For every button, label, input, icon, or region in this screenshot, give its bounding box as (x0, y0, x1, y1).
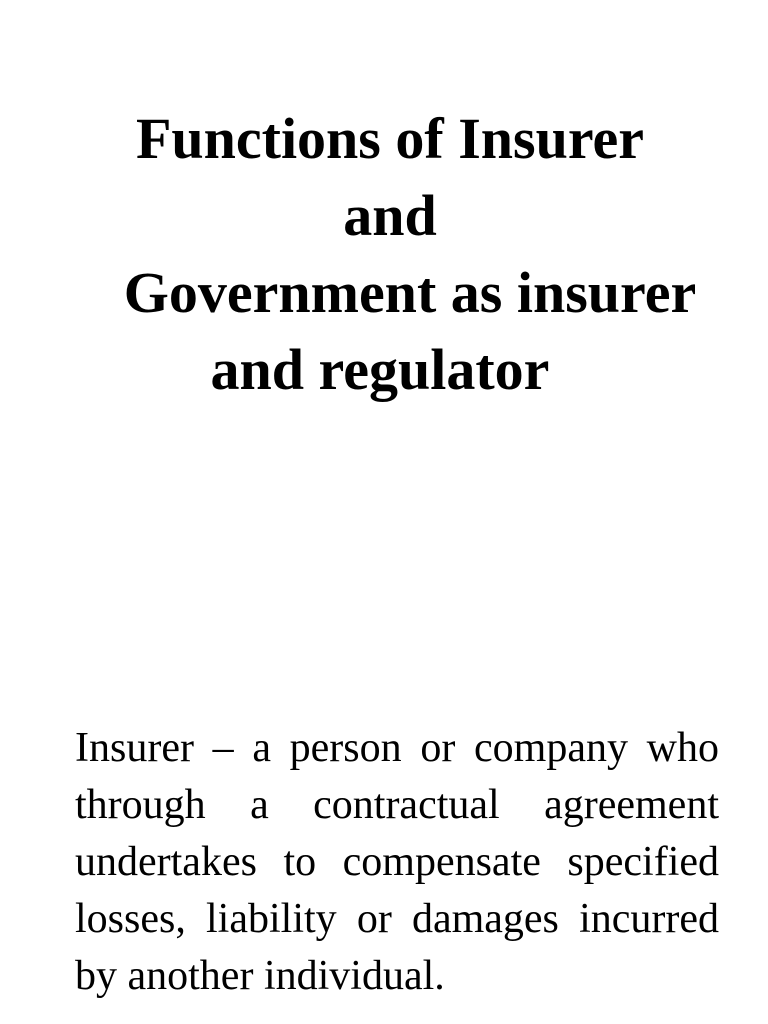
title-line: Government as insurer (123, 260, 697, 325)
title-line: and regulator (210, 337, 550, 402)
definition-paragraph: Insurer – a person or company who through a contractual agreement undertakes to compensate specified losses, liability or damages incurred by another individual. (75, 725, 719, 999)
title-line: and (343, 183, 437, 248)
slide-title (40, 100, 740, 408)
title-line: Functions of Insurer (135, 106, 645, 171)
